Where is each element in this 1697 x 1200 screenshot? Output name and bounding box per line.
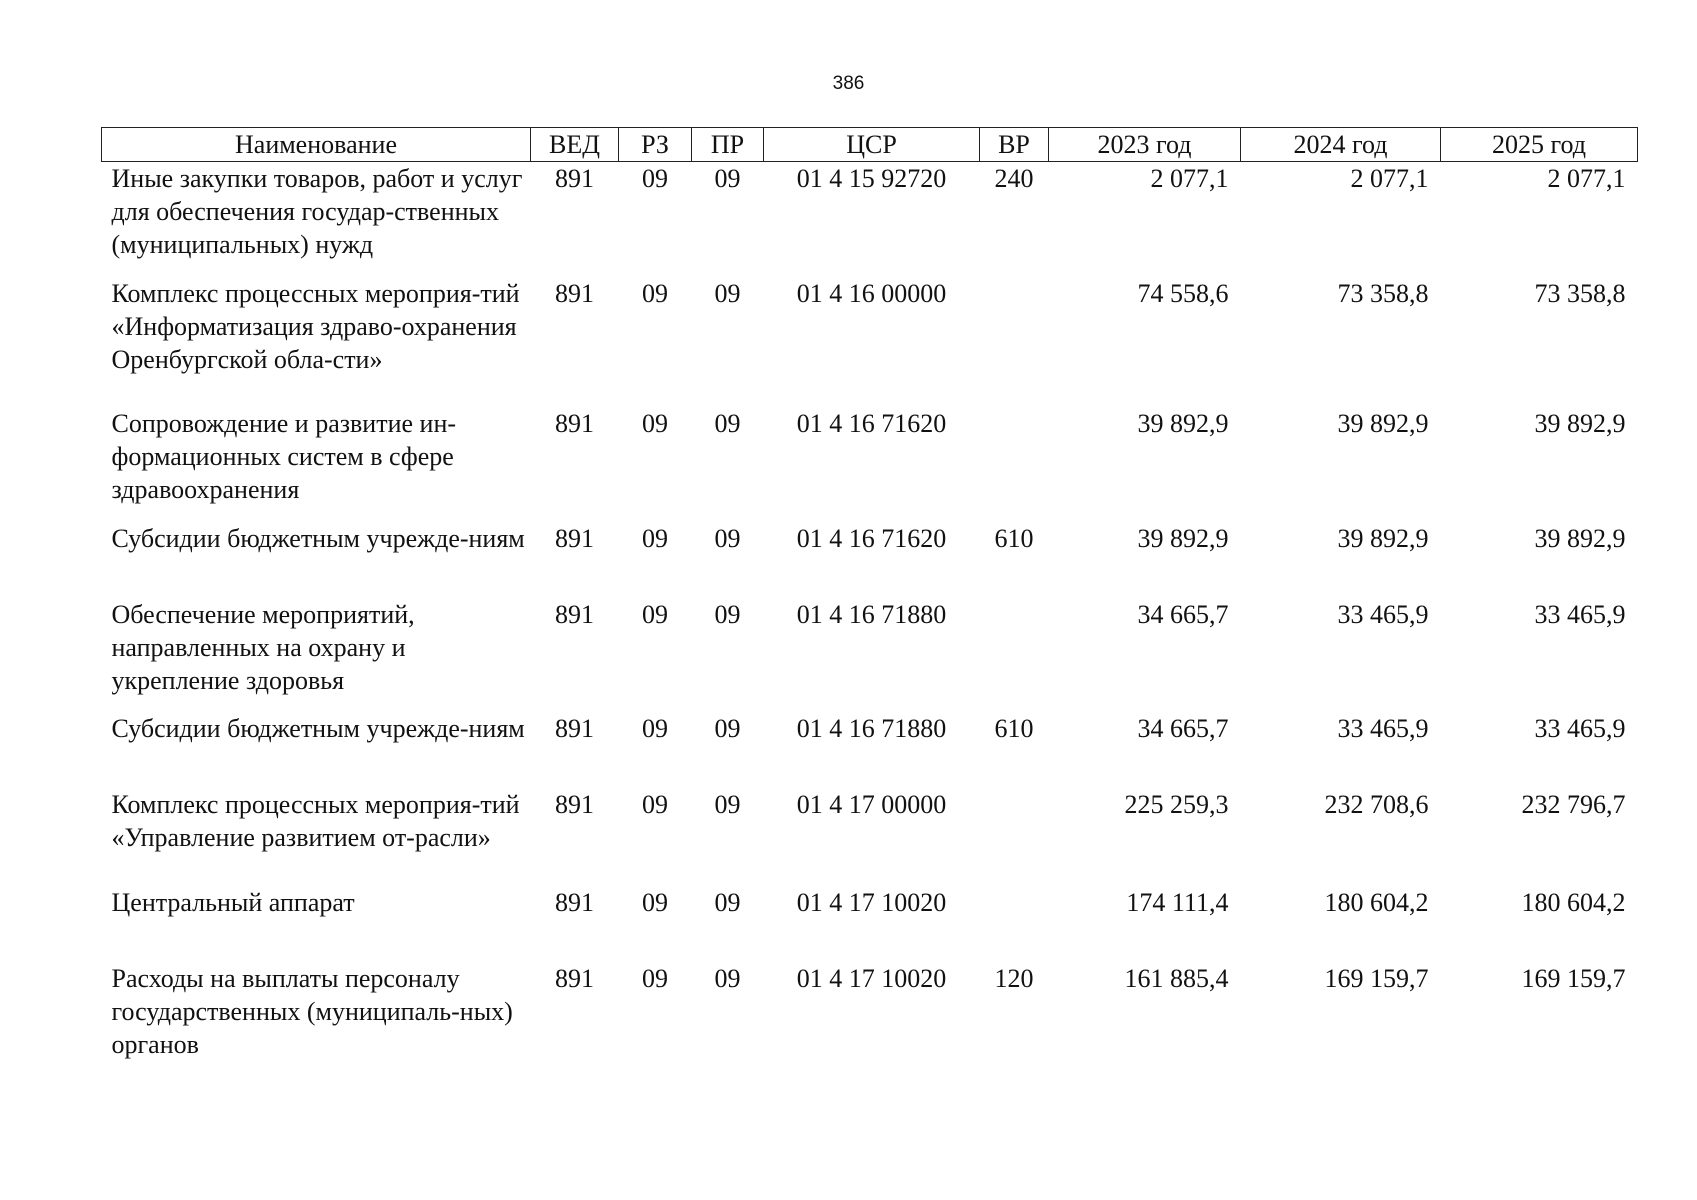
cell-vr [980,788,1049,886]
page-number: 386 [832,73,865,94]
cell-2024: 232 708,6 [1324,789,1429,819]
cell-2024: 73 358,8 [1337,278,1429,308]
cell-2023: 34 665,7 [1137,599,1229,629]
cell-name: Расходы на выплаты персоналу государственных (муниципаль-ных) органов [111,963,513,1059]
cell-name: Обеспечение мероприятий, направленных на охрану и укрепление здоровья [111,599,415,695]
cell-rz: 09 [642,164,668,193]
cell-pr: 09 [714,408,741,438]
cell-2023: 2 077,1 [1150,164,1229,193]
cell-pr: 09 [714,963,741,993]
column-header-name: Наименование [102,128,531,162]
cell-ved: 891 [555,164,594,193]
table-row [102,962,1638,1072]
cell-csr: 01 4 17 10020 [796,963,947,993]
cell-2025: 39 892,9 [1534,523,1626,553]
cell-pr: 09 [714,164,741,193]
cell-pr: 09 [714,523,741,553]
cell-2025: 73 358,8 [1534,278,1626,308]
cell-2024: 39 892,9 [1337,523,1429,553]
column-header-pr: ПР [692,128,764,162]
cell-2024: 39 892,9 [1337,408,1429,438]
column-header-2023: 2023 год [1049,128,1241,162]
cell-2023: 34 665,7 [1137,713,1229,743]
cell-2023: 161 885,4 [1124,963,1229,993]
cell-2024: 2 077,1 [1350,164,1429,193]
cell-ved: 891 [555,408,594,438]
cell-rz: 09 [642,408,668,438]
cell-name: Комплекс процессных мероприя-тий «Информатизация здраво-охранения Оренбургской обла-сти» [111,278,520,374]
cell-2025: 33 465,9 [1534,713,1626,743]
cell-csr: 01 4 17 10020 [796,887,947,917]
cell-rz: 09 [642,887,668,917]
cell-2023: 225 259,3 [1124,789,1229,819]
cell-2023: 39 892,9 [1137,523,1229,553]
cell-2023: 74 558,6 [1137,278,1229,308]
column-header-ved: ВЕД [531,128,619,162]
cell-2024: 169 159,7 [1324,963,1429,993]
cell-2025: 2 077,1 [1547,164,1626,193]
cell-rz: 09 [642,523,668,553]
cell-2023: 39 892,9 [1137,408,1229,438]
cell-csr: 01 4 17 00000 [796,789,947,819]
cell-2024: 33 465,9 [1337,599,1429,629]
table-row [102,788,1638,886]
cell-vr [980,886,1049,962]
cell-ved: 891 [555,887,594,917]
cell-rz: 09 [642,278,668,308]
cell-ved: 891 [555,963,594,993]
cell-csr: 01 4 16 71620 [796,408,947,438]
table-row [102,162,1638,277]
cell-csr: 01 4 16 71880 [796,713,947,743]
column-header-vr: ВР [980,128,1049,162]
budget-table [101,127,1638,1072]
cell-ved: 891 [555,713,594,743]
table-row [102,886,1638,962]
cell-vr [980,598,1049,712]
cell-2025: 169 159,7 [1521,963,1626,993]
table-row [102,712,1638,788]
cell-2024: 33 465,9 [1337,713,1429,743]
cell-csr: 01 4 16 00000 [796,278,947,308]
cell-vr: 610 [994,713,1034,743]
cell-pr: 09 [714,887,741,917]
table-row [102,407,1638,522]
column-header-2025: 2025 год [1441,128,1638,162]
cell-ved: 891 [555,599,594,629]
cell-rz: 09 [642,713,668,743]
cell-rz: 09 [642,789,668,819]
cell-name: Комплекс процессных мероприя-тий «Управление развитием от-расли» [111,789,520,852]
cell-vr [980,407,1049,522]
column-header-csr: ЦСР [764,128,980,162]
table-row [102,598,1638,712]
cell-vr: 240 [994,164,1034,193]
cell-vr: 120 [994,963,1034,993]
column-header-rz: РЗ [619,128,692,162]
cell-name: Иные закупки товаров, работ и услуг для обеспечения государ-ственных (муниципальных) нужд [111,164,523,259]
cell-2023: 174 111,4 [1126,887,1229,917]
cell-csr: 01 4 16 71620 [796,523,947,553]
table-row [102,277,1638,407]
cell-ved: 891 [555,789,594,819]
cell-name: Сопровождение и развитие ин-формационных систем в сфере здравоохранения [111,408,457,504]
cell-2025: 39 892,9 [1534,408,1626,438]
cell-vr [980,277,1049,407]
cell-pr: 09 [714,789,741,819]
cell-name: Центральный аппарат [111,887,355,917]
cell-vr: 610 [994,523,1034,553]
cell-name: Субсидии бюджетным учрежде-ниям [111,713,525,743]
table-row [102,522,1638,598]
cell-pr: 09 [714,599,741,629]
cell-csr: 01 4 15 92720 [796,164,947,193]
cell-rz: 09 [642,963,668,993]
cell-2025: 180 604,2 [1521,887,1626,917]
cell-pr: 09 [714,278,741,308]
cell-name: Субсидии бюджетным учрежде-ниям [111,523,525,553]
cell-csr: 01 4 16 71880 [796,599,947,629]
column-header-2024: 2024 год [1241,128,1441,162]
cell-pr: 09 [714,713,741,743]
cell-2024: 180 604,2 [1324,887,1429,917]
cell-rz: 09 [642,599,668,629]
cell-2025: 33 465,9 [1534,599,1626,629]
cell-2025: 232 796,7 [1521,789,1626,819]
cell-ved: 891 [555,278,594,308]
cell-ved: 891 [555,523,594,553]
table-header-row [102,128,1638,162]
